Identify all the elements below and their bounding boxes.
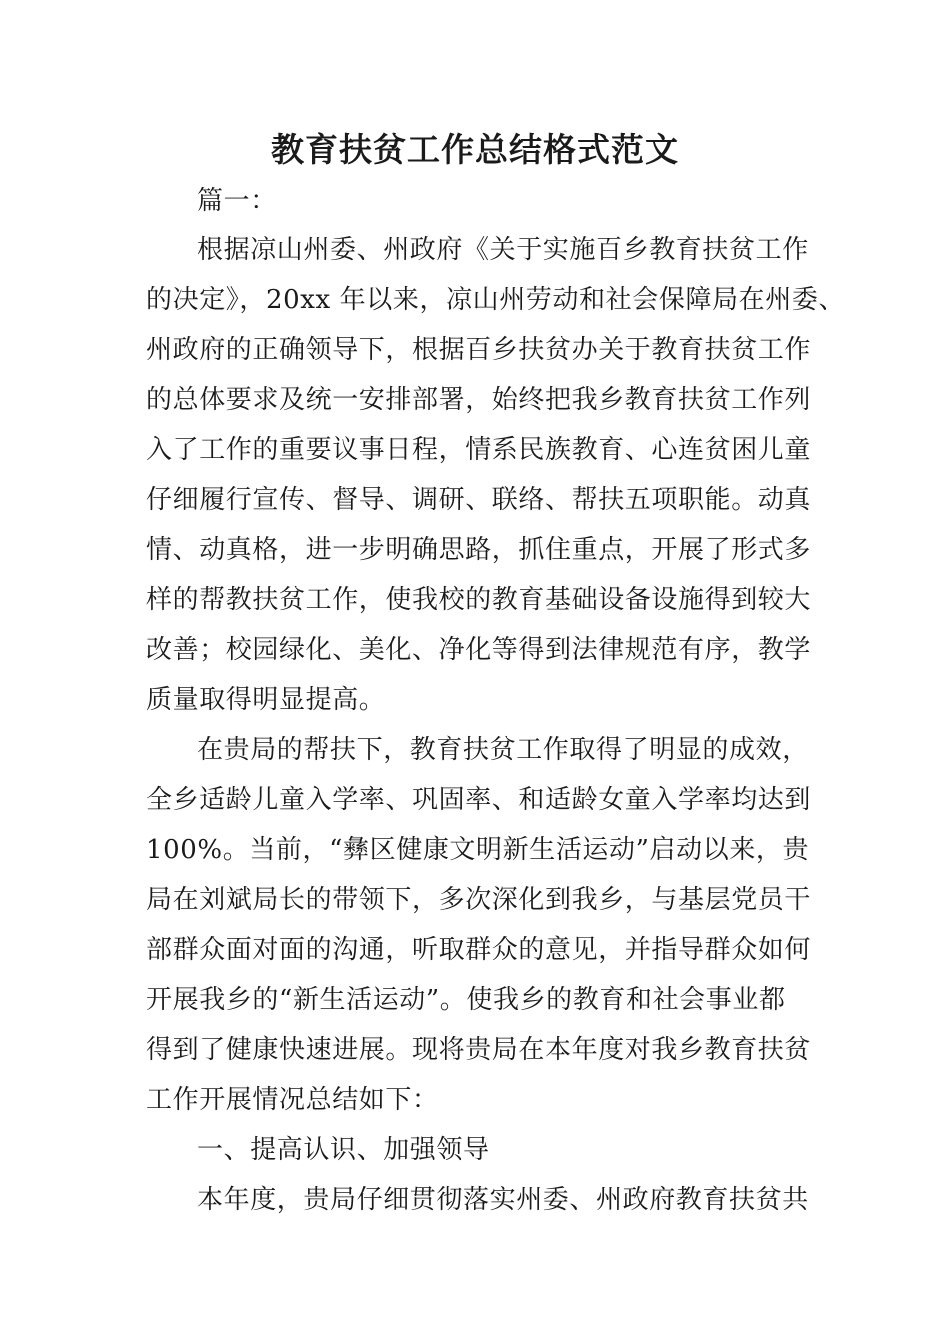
text-line: 部群众面对面的沟通，听取群众的意见，并指导群众如何 <box>146 935 812 965</box>
document-title: 教育扶贫工作总结格式范文 <box>271 130 679 169</box>
text-line: 质量取得明显提高。 <box>146 685 386 715</box>
text-line: 情、动真格，进一步明确思路，抓住重点，开展了形式多 <box>146 535 812 565</box>
text-line: 的决定》，20xx 年以来，凉山州劳动和社会保障局在州委、 <box>146 285 846 315</box>
section-heading: 一、提高认识、加强领导 <box>197 1135 490 1165</box>
text-line: 在贵局的帮扶下，教育扶贫工作取得了明显的成效， <box>197 735 809 765</box>
text-line: 工作开展情况总结如下： <box>146 1085 439 1115</box>
text-line: 开展我乡的“新生活运动”。使我乡的教育和社会事业都 <box>146 985 786 1015</box>
text-line: 局在刘斌局长的带领下，多次深化到我乡，与基层党员干 <box>146 885 812 915</box>
text-line: 改善；校园绿化、美化、净化等得到法律规范有序，教学 <box>146 635 812 665</box>
text-line: 样的帮教扶贫工作，使我校的教育基础设备设施得到较大 <box>146 585 812 615</box>
text-line: 根据凉山州委、州政府《关于实施百乡教育扶贫工作 <box>197 235 809 265</box>
text-line: 得到了健康快速进展。现将贵局在本年度对我乡教育扶贫 <box>146 1035 812 1065</box>
text-line: 仔细履行宣传、督导、调研、联络、帮扶五项职能。动真 <box>146 485 812 515</box>
text-line: 的总体要求及统一安排部署，始终把我乡教育扶贫工作列 <box>146 385 812 415</box>
text-line: 入了工作的重要议事日程，情系民族教育、心连贫困儿童 <box>146 435 812 465</box>
text-line: 本年度，贵局仔细贯彻落实州委、州政府教育扶贫共 <box>197 1185 809 1215</box>
text-line: 全乡适龄儿童入学率、巩固率、和适龄女童入学率均达到 <box>146 785 812 815</box>
section-label: 篇一： <box>197 186 277 216</box>
text-line: 州政府的正确领导下，根据百乡扶贫办关于教育扶贫工作 <box>146 335 812 365</box>
text-line: 100%。当前，“彝区健康文明新生活运动”启动以来，贵 <box>146 835 810 865</box>
